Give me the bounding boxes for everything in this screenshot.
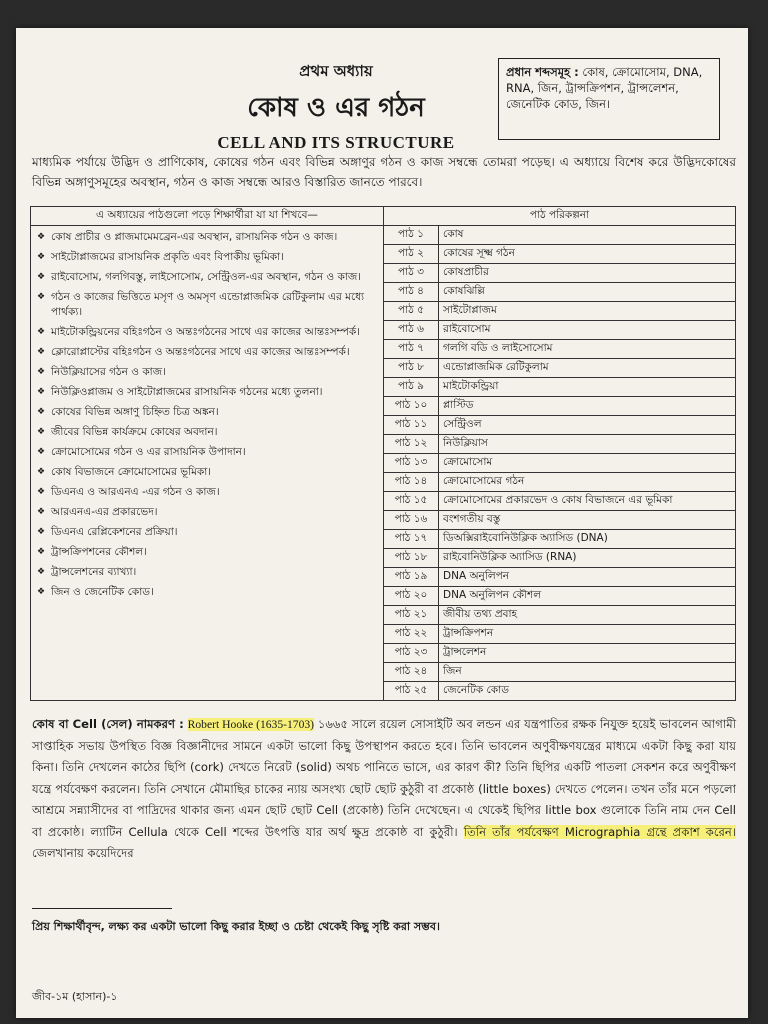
chapter-heading	[166, 60, 506, 153]
intro-paragraph: মাধ্যমিক পর্যায়ে উদ্ভিদ ও প্রাণিকোষ, কোষের গঠন এবং বিভিন্ন অঙ্গাণুর গঠন ও কাজ সম্বন্ধে তোমরা পড়েছ। এ অধ্যায়ে বিশেষ করে উদ্ভিদকোষের বিভিন্ন অঙ্গাণুসমূহের অবস্থান, গঠন ও কাজ সম্বন্ধে আরও বিস্তারিত জানতে পারবে।	[32, 155, 736, 189]
table-row	[31, 226, 736, 245]
paragraph-text: ১৬৬৫ সালে রয়েল সোসাইটি অব লন্ডন এর যন্ত্রপাতির রক্ষক নিযুক্ত হয়েই ভাবলেন আগামী সাপ্তাহিক সভায় উপস্থিত বিজ্ঞ বিজ্ঞানীদের সামনে একটা ভালো কিছু উপস্থাপন করতে হবে। তিনি ভাবলেন অণুবীক্ষণযন্ত্রের মাধ্যমে একটা কিছু করা যায় কিনা। তিনি দেখলেন কাঠের ছিপি (cork) দেখতে নিরেট (solid) অথচ পানিতে ভাসে, এর কারণ কী? তিনি ছিপির একটি পাতলা সেকশন করে অণুবীক্ষণ যন্ত্রে পর্যবেক্ষণ করলেন। তিনি সেখানে মৌমাছির চাকের ন্যায় অসংখ্য ছোট ছোট কুঠুরী বা প্রকোষ্ঠ (little boxes) দেখতে পেলেন। তখন তাঁর মনে পড়লো আশ্রমে সন্ন্যাসীদের বা পাদ্রিদের থাকার জন্য এমন ছোট ছোট Cell (প্রকোষ্ঠ) তিনি দেখেছেন। এ থেকেই ছিপির little box গুলোকে তিনি নাম দেন Cell বা প্রকোষ্ঠ। ল্যাটিন Cellula থেকে Cell শব্দের উৎপত্তি যার অর্থ ক্ষুদ্র প্রকোষ্ঠ বা কুঠুরী।	[32, 717, 737, 839]
lesson-number: পাঠ ৪	[384, 283, 439, 302]
learning-goal-item: ❖ ক্রোমোসোমের গঠন ও এর রাসায়নিক উপাদান।	[37, 445, 377, 460]
chapter-number: প্রথম অধ্যায়	[299, 62, 373, 80]
lesson-number: পাঠ ২০	[384, 587, 439, 606]
lesson-title: ট্রান্সক্রিপশন	[439, 625, 736, 644]
lesson-title: DNA অনুলিপন কৌশল	[439, 587, 736, 606]
lesson-title: সেন্ট্রিওল	[439, 416, 736, 435]
lesson-title: সাইটোপ্লাজম	[439, 302, 736, 321]
lesson-number: পাঠ ৫	[384, 302, 439, 321]
lesson-title: কোষের সূক্ষ্ম গঠন	[439, 245, 736, 264]
lesson-number: পাঠ ১	[384, 226, 439, 245]
learning-goal-item: ❖ কোষ বিভাজনে ক্রোমোসোমের ভূমিকা।	[37, 465, 377, 480]
learning-goal-item: ❖ আরএনএ-এর প্রকারভেদ।	[37, 505, 377, 520]
keywords-box	[498, 58, 720, 140]
lesson-number: পাঠ ১২	[384, 435, 439, 454]
lesson-title: প্লাস্টিড	[439, 397, 736, 416]
learning-goal-item: ❖ জীবের বিভিন্ন কার্যক্রমে কোষের অবদান।	[37, 425, 377, 440]
learning-goal-item: ❖ ট্রান্সক্রিপশনের কৌশল।	[37, 545, 377, 560]
chapter-title-bn: কোষ ও এর গঠন	[247, 93, 425, 123]
lesson-number: পাঠ ১৩	[384, 454, 439, 473]
lesson-plan-header: পাঠ পরিকল্পনা	[384, 207, 736, 226]
lesson-title: রাইবোসোম	[439, 321, 736, 340]
lesson-number: পাঠ ৯	[384, 378, 439, 397]
lesson-number: পাঠ ৬	[384, 321, 439, 340]
lesson-title: মাইটোকন্ড্রিয়া	[439, 378, 736, 397]
learning-goal-item: ❖ জিন ও জেনেটিক কোড।	[37, 585, 377, 600]
learning-goal-item: ❖ কোষের বিভিন্ন অঙ্গাণু চিহ্নিত চিত্র অঙ্কন।	[37, 405, 377, 420]
keywords-label: প্রধান শব্দসমূহ :	[506, 65, 579, 79]
lesson-title: কোষপ্রাচীর	[439, 264, 736, 283]
lesson-number: পাঠ ১৯	[384, 568, 439, 587]
lesson-number: পাঠ ১৭	[384, 530, 439, 549]
learning-goal-item: ❖ ডিএনএ ও আরএনএ -এর গঠন ও কাজ।	[37, 485, 377, 500]
lesson-number: পাঠ ১৫	[384, 492, 439, 511]
lesson-number: পাঠ ৩	[384, 264, 439, 283]
footnote-rule	[32, 908, 172, 909]
lesson-title: এন্ডোপ্লাজমিক রেটিকুলাম	[439, 359, 736, 378]
learning-goal-item: ❖ কোষ প্রাচীর ও প্লাজমামেমব্রেন-এর অবস্থান, রাসায়নিক গঠন ও কাজ।	[37, 230, 377, 245]
lesson-number: পাঠ ২৫	[384, 682, 439, 701]
lesson-title: নিউক্লিয়াস	[439, 435, 736, 454]
lesson-number: পাঠ ২	[384, 245, 439, 264]
keywords-text: কোষ, ক্রোমোসোম, DNA, RNA, জিন, ট্রান্সক্রিপশন, ট্রান্সলেশন, জেনেটিক কোড, জিন।	[506, 65, 703, 111]
learning-goal-item: ❖ নিউক্লিয়াসের গঠন ও কাজ।	[37, 365, 377, 380]
learning-goals-cell	[31, 226, 384, 701]
cell-naming-paragraph	[32, 714, 736, 865]
learning-goal-item: ❖ ট্রান্সলেশনের ব্যাখ্যা।	[37, 565, 377, 580]
lesson-title: ক্রোমোসোম	[439, 454, 736, 473]
lesson-title: বংশগতীয় বস্তু	[439, 511, 736, 530]
learning-goal-item: ❖ রাইবোসোম, গলগিবস্তু, লাইসোসোম, সেন্ট্রিওল-এর অবস্থান, গঠন ও কাজ।	[37, 270, 377, 285]
page-code: জীব-১ম (হাসান)-১	[32, 990, 118, 1003]
lesson-title: জিন	[439, 663, 736, 682]
lesson-title: কোষ	[439, 226, 736, 245]
section-lead: কোষ বা Cell (সেল) নামকরণ :	[32, 717, 184, 731]
learning-goal-item: ❖ নিউক্লিওপ্লাজম ও সাইটোপ্লাজমের রাসায়নিক গঠনের মধ্যে তুলনা।	[37, 385, 377, 400]
book-page	[16, 28, 748, 1018]
lesson-title: ডিঅক্সিরাইবোনিউক্লিক অ্যাসিড (DNA)	[439, 530, 736, 549]
chapter-title-en: CELL AND ITS STRUCTURE	[217, 133, 455, 152]
learning-goal-item: ❖ গঠন ও কাজের ভিত্তিতে মসৃণ ও অমসৃণ এন্ডোপ্লাজমিক রেটিকুলাম এর মধ্যে পার্থক্য।	[37, 290, 377, 320]
lesson-title: জেনেটিক কোড	[439, 682, 736, 701]
hooke-name-dates: Robert Hooke (1635-1703)	[187, 718, 315, 731]
learning-goal-item: ❖ সাইটোপ্লাজমের রাসায়নিক প্রকৃতি এবং বিপাকীয় ভূমিকা।	[37, 250, 377, 265]
learning-goal-item: ❖ ক্লোরোপ্লাস্টের বহিঃগঠন ও অন্তঃগঠনের সাথে এর কাজের আন্তঃসম্পর্ক।	[37, 345, 377, 360]
lesson-title: ক্রোমোসোমের প্রকারভেদ ও কোষ বিভাজনে এর ভূমিকা	[439, 492, 736, 511]
lesson-title: ট্রান্সলেশন	[439, 644, 736, 663]
lesson-number: পাঠ ২১	[384, 606, 439, 625]
lesson-number: পাঠ ১৮	[384, 549, 439, 568]
lesson-number: পাঠ ২৪	[384, 663, 439, 682]
lesson-number: পাঠ ১৬	[384, 511, 439, 530]
lesson-title: ক্রোমোসোমের গঠন	[439, 473, 736, 492]
lesson-title: DNA অনুলিপন	[439, 568, 736, 587]
lesson-title: কোষঝিল্লি	[439, 283, 736, 302]
lesson-title: জীবীয় তথ্য প্রবাহ	[439, 606, 736, 625]
lesson-number: পাঠ ২৩	[384, 644, 439, 663]
micrographia-highlight: তিনি তাঁর পর্যবেক্ষণ Micrographia গ্রন্থে প্রকাশ করেন।	[463, 824, 736, 839]
lesson-number: পাঠ ২২	[384, 625, 439, 644]
learning-goals-header: এ অধ্যায়ের পাঠগুলো পড়ে শিক্ষার্থীরা যা যা শিখবে—	[31, 207, 384, 226]
learning-goal-item: ❖ ডিএনএ রেপ্লিকেশনের প্রক্রিয়া।	[37, 525, 377, 540]
footnote: প্রিয় শিক্ষার্থীবৃন্দ, লক্ষ্য কর একটা ভালো কিছু করার ইচ্ছা ও চেষ্টা থেকেই কিছু সৃষ্টি করা সম্ভব।	[32, 920, 440, 933]
lesson-number: পাঠ ৭	[384, 340, 439, 359]
lesson-number: পাঠ ১০	[384, 397, 439, 416]
lesson-number: পাঠ ৮	[384, 359, 439, 378]
paragraph-tail: জেলখানায় কয়েদিদের	[32, 846, 134, 860]
lesson-number: পাঠ ১৪	[384, 473, 439, 492]
lesson-title: গলগি বডি ও লাইসোসোম	[439, 340, 736, 359]
learning-goal-item: ❖ মাইটোকন্ড্রিয়নের বহিঃগঠন ও অন্তঃগঠনের সাথে এর কাজের আন্তঃসম্পর্ক।	[37, 325, 377, 340]
lesson-plan-table	[30, 206, 736, 701]
lesson-title: রাইবোনিউক্লিক অ্যাসিড (RNA)	[439, 549, 736, 568]
lesson-number: পাঠ ১১	[384, 416, 439, 435]
